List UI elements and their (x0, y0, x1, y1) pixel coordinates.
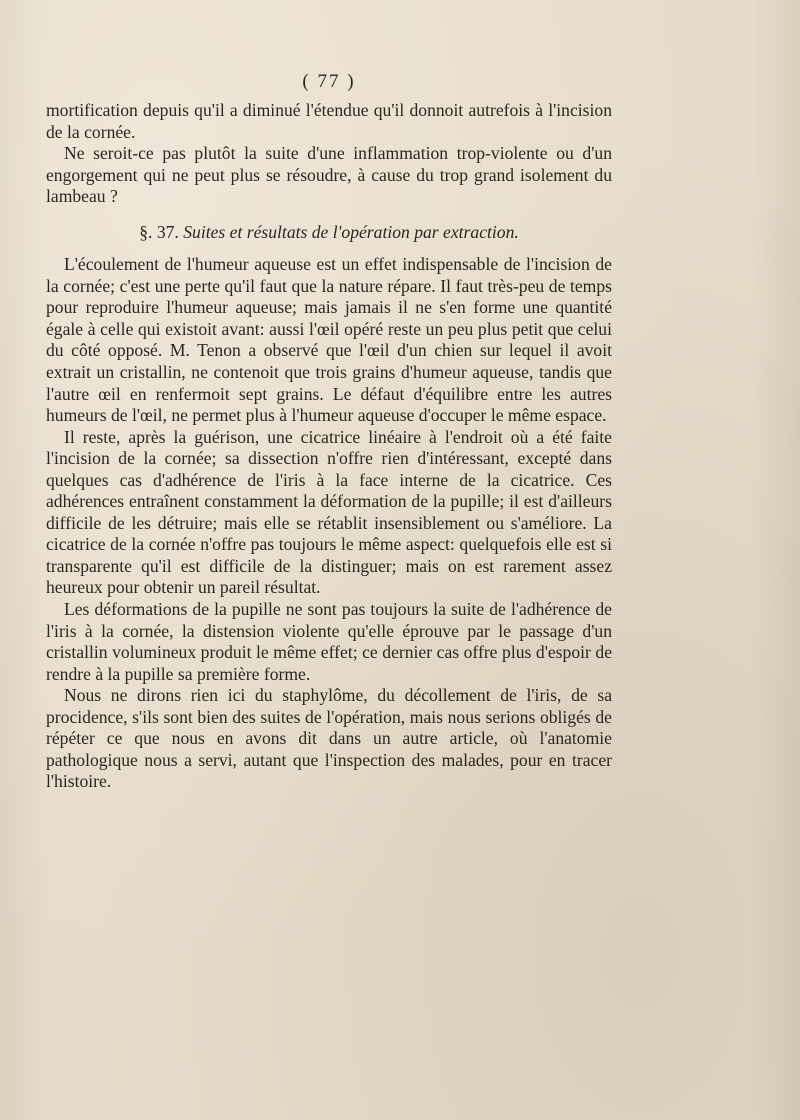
paragraph-pupil-deformation: Les déformations de la pupille ne sont pas toujours la suite de l'adhérence de l'iris à la cornée, la distension violente qu'elle éprouve par le passage d'un cristallin volumineux produit le même effet; ce dernier cas offre plus d'espoir de rendre à la pupille sa première forme. (46, 599, 612, 684)
section-number: §. 37. (139, 221, 179, 242)
section-heading (46, 222, 612, 244)
paragraph-aqueous-humour: L'écoulement de l'humeur aqueuse est un effet indispensable de l'incision de la cornée; c'est une perte qu'il faut que la nature répare. Il faut très-peu de temps pour reproduire l'humeur aqueuse; mais jamais il ne s'en forme une quantité égale à celle qui existoit avant: aussi l'œil opéré reste un peu plus petit que celui du côté opposé. M. Tenon a observé que l'œil d'un chien sur lequel il avoit extrait un cristallin, ne contenoit que trois grains d'humeur aqueuse, tandis que l'autre œil en renfermoit sept grains. Le défaut d'équilibre entre les autres humeurs de l'œil, ne permet plus à l'humeur aqueuse d'occuper le même espace. (46, 254, 612, 426)
paragraph-question: Ne seroit-ce pas plutôt la suite d'une inflammation trop-violente ou d'un engorgement qui ne peut plus se résoudre, à cause du trop grand isolement du lambeau ? (46, 143, 612, 207)
paragraph-staphylome: Nous ne dirons rien ici du staphylôme, du décollement de l'iris, de sa procidence, s'ils sont bien des suites de l'opération, mais nous serions obligés de répéter ce que nous en avons dit dans un autre article, où l'anatomie pathologique nous a servi, autant que l'inspection des malades, pour en tracer l'histoire. (46, 685, 612, 792)
page-text (46, 68, 612, 793)
paragraph-continuation: mortification depuis qu'il a diminué l'étendue qu'il donnoit autrefois à l'incision de la cornée. (46, 100, 612, 142)
paragraph-cicatrice: Il reste, après la guérison, une cicatrice linéaire à l'endroit où a été faite l'incision de la cornée; sa dissection n'offre rien d'intéressant, excepté dans quelques cas d'adhérence de l'iris à la face interne de la cicatrice. Ces adhérences entraînent constamment la déformation de la pupille; il est d'ailleurs difficile de les détruire; mais elle se rétablit insensiblement ou s'améliore. La cicatrice de la cornée n'offre pas toujours le même aspect: quelquefois elle est si transparente qu'il est difficile de la distinguer; mais on est rarement assez heureux pour obtenir un pareil résultat. (46, 426, 612, 598)
page-number: ( 77 ) (302, 71, 356, 92)
section-title: Suites et résultats de l'opération par extraction. (183, 221, 519, 242)
